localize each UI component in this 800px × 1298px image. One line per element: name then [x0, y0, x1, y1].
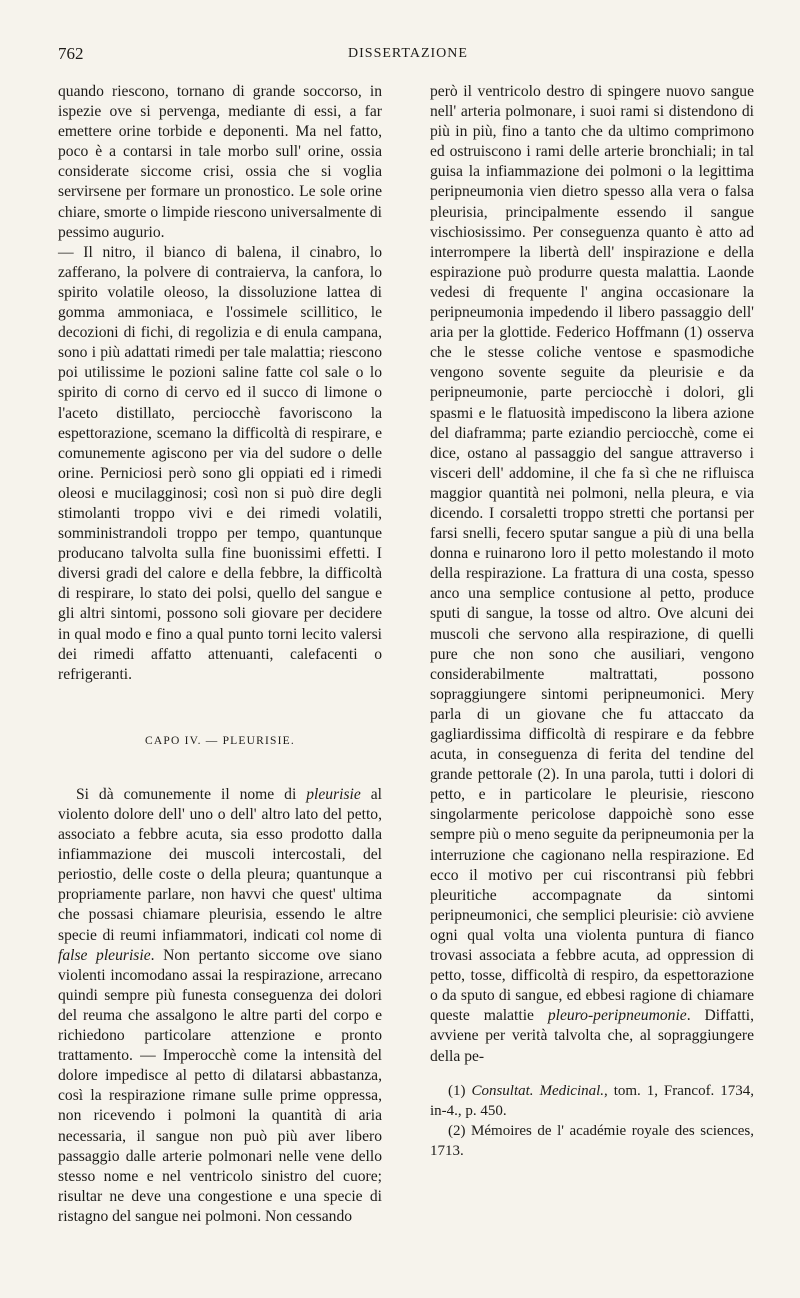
running-title: DISSERTAZIONE — [348, 46, 468, 61]
footnote-title: Consultat. Medicinal. — [471, 1082, 605, 1099]
page-header — [58, 44, 758, 70]
paragraph-peripneumonia — [430, 82, 754, 1067]
italic-term: pleurisie — [306, 785, 361, 803]
italic-term: false pleurisie — [58, 946, 151, 964]
page-number: 762 — [58, 44, 84, 63]
paragraph-remedies: — Il nitro, il bianco di balena, il cinabro, lo zafferano, la polvere di contraierva, la canfora, lo spirito volatile oleoso, la dissoluzione lattea di gomma ammoniaca, e l'ossimele scillitico, le decozioni di fichi, di regolizia e di enula campana, sono i più adattati rimedi per tale malattia; riescono poi utilissime le pozioni saline fatte col sale o lo spirito di corno di cervo ed il succo di limone o l'aceto distillato, perciocchè favoriscono la espettorazione, scemano la difficoltà di respirare, e comunemente agiscono per via del sudore o delle orine. Perniciosi però sono gli oppiati ed i rimedi oleosi e mucilagginosi; così non si può dire degli stimolanti troppo vivi e dei rimedi volatili, somministrandoli troppo per tempo, quantunque producano talvolta sulla fine buonissimi effetti. I diversi gradi del calore e della febbre, la difficoltà di respirare, lo stato dei polsi, quello del sangue e gli altri sintomi, possono soli giovare per decidere in qual modo e fino a qual punto torni lecito valersi dei rimedi affatto attenuanti, calefacenti o refrigeranti. — [58, 243, 382, 683]
chapter-heading: CAPO IV. — PLEURISIE. — [145, 734, 295, 747]
left-column — [58, 82, 382, 1227]
footnote-text: , tom. 1, Francof. 1734, in-4., p. 450. — [430, 1082, 754, 1119]
right-column — [430, 82, 754, 1161]
footnotes — [430, 1081, 754, 1161]
text-run: Si dà comunemente il nome di — [76, 785, 307, 803]
paragraph-continuation: quando riescono, tornano di grande soccorso, in ispezie ove si pervenga, mediante di essi, a far emettere orine torbide e deponenti. Ma nel fatto, poco è a contarsi in tale morbo sull' orine, ossia considerate siccome crisi, ossia che si voglia servirsene per formare un pronostico. Le sole orine chiare, smorte o limpide riescono universalmente di pessimo augurio. — [58, 83, 382, 241]
footnote-marker: (1) — [448, 1082, 472, 1099]
footnote-1 — [430, 1081, 754, 1121]
footnote-2: (2) Mémoires de l' académie royale des sciences, 1713. — [430, 1122, 754, 1159]
text-run: al violento dolore dell' uno o dell' altro lato del petto, associato a febbre acuta, sia esso prodotto dalla infiammazione dei muscoli intercostali, del periostio, delle coste o della pleura; quantunque a propriamente parlare, non havvi che quest' ultima che possasi chiamare pleurisia, essendo le altre specie di reumi infiammatori, indicati col nome di — [58, 785, 382, 944]
paragraph-pleurisie — [58, 785, 382, 1227]
text-run: però il ventricolo destro di spingere nuovo sangue nell' arteria polmonare, i suoi rami si distendono di più in più, fino a tanto che da ultimo comprimono ed ostruiscono i rami delle arterie bronchiali; in tal guisa la infiammazione dei polmoni o la legittima peripneumonia vien dietro spesso alla vera o falsa pleurisia, principalmente essendo il sangue vischiosissimo. Per conseguenza quanto è atto ad interrompere la libertà dell' inspirazione e della espirazione può produrre questa malattia. Laonde vedesi di frequente l' angina occasionare la peripneumonia impedendo il libero passaggio dell' aria per la glottide. Federico Hoffmann (1) osserva che le stesse coliche ventose e spasmodiche vengono sovente seguite da pleurisie e da peripneumonie, parte perciocchè i dolori, gli spasmi e le flatuosità impediscono la libera azione del diaframma; parte eziandio perciocchè, come ei dice, ostano al passaggio del sangue attraverso i visceri dell' addomine, il che fa sì che ne rifluisca maggior quantità nei polmoni, nella pleura, e via dicendo. I corsaletti troppo stretti che portansi per farsi snelli, fecero sputar sangue a più di una bella donna e ruinarono loro il petto molestando il moto della respirazione. La frattura di una costa, spesso anco una semplice contusione al petto, produce sputi di sangue, la tosse od altro. Ove alcuni dei muscoli che servono alla respirazione, di quelli pure che non sono che ausiliari, vengono considerabilmente maltrattati, possono sopraggiungere sintomi peripneumonici. Mery parla di un giovane che fu attaccato da gagliardissima difficoltà di respirare e da febbre acuta, in conseguenza di ferita del tendine del grande pettorale (2). In una parola, tutti i dolori di petto, e in particolare le pleurisie, riescono singolarmente pericolose dappoichè sono esse sempre più o meno seguite da peripneumonia per la interruzione che cagionano nella respirazione. Ed ecco il motivo per cui riscontransi più febbri pleuritiche accompagnate da sintomi peripneumonici, che semplici pleurisie: ciò avviene ogni qual volta una violenta puntura di fianco trovasi associata a febbre acuta, ad oppression di petto, tosse, difficoltà di respiro, da espettorazione o da sputo di sangue, ed ebbesi ragione di chiamare queste malattie — [430, 83, 754, 1025]
italic-term: pleuro-peripneumonie — [547, 1007, 687, 1025]
text-run: . Non pertanto siccome ove siano violenti incomodano assai la respirazione, arrecano quindi sempre più funesta conseguenza dei dolori del reuma che assalgono le altre parti del corpo e richiedono particolare attenzione e pronto trattamento. — Imperocchè come la intensità del dolore impedisce al petto di dilatarsi abbastanza, così la respirazione rimane sulle prime oppressa, non ricevendo i polmoni la quantità di aria necessaria, il sangue non può più aver libero passaggio dalle arterie polmonari nelle vene dello stesso nome e nel ventricolo sinistro del cuore; risultar ne deve una congestione e una specie di ristagno del sangue nei polmoni. Non cessando — [58, 946, 382, 1225]
text-run: . Diffatti, avviene per verità talvolta che, al sopraggiungere della pe- — [430, 1007, 754, 1065]
